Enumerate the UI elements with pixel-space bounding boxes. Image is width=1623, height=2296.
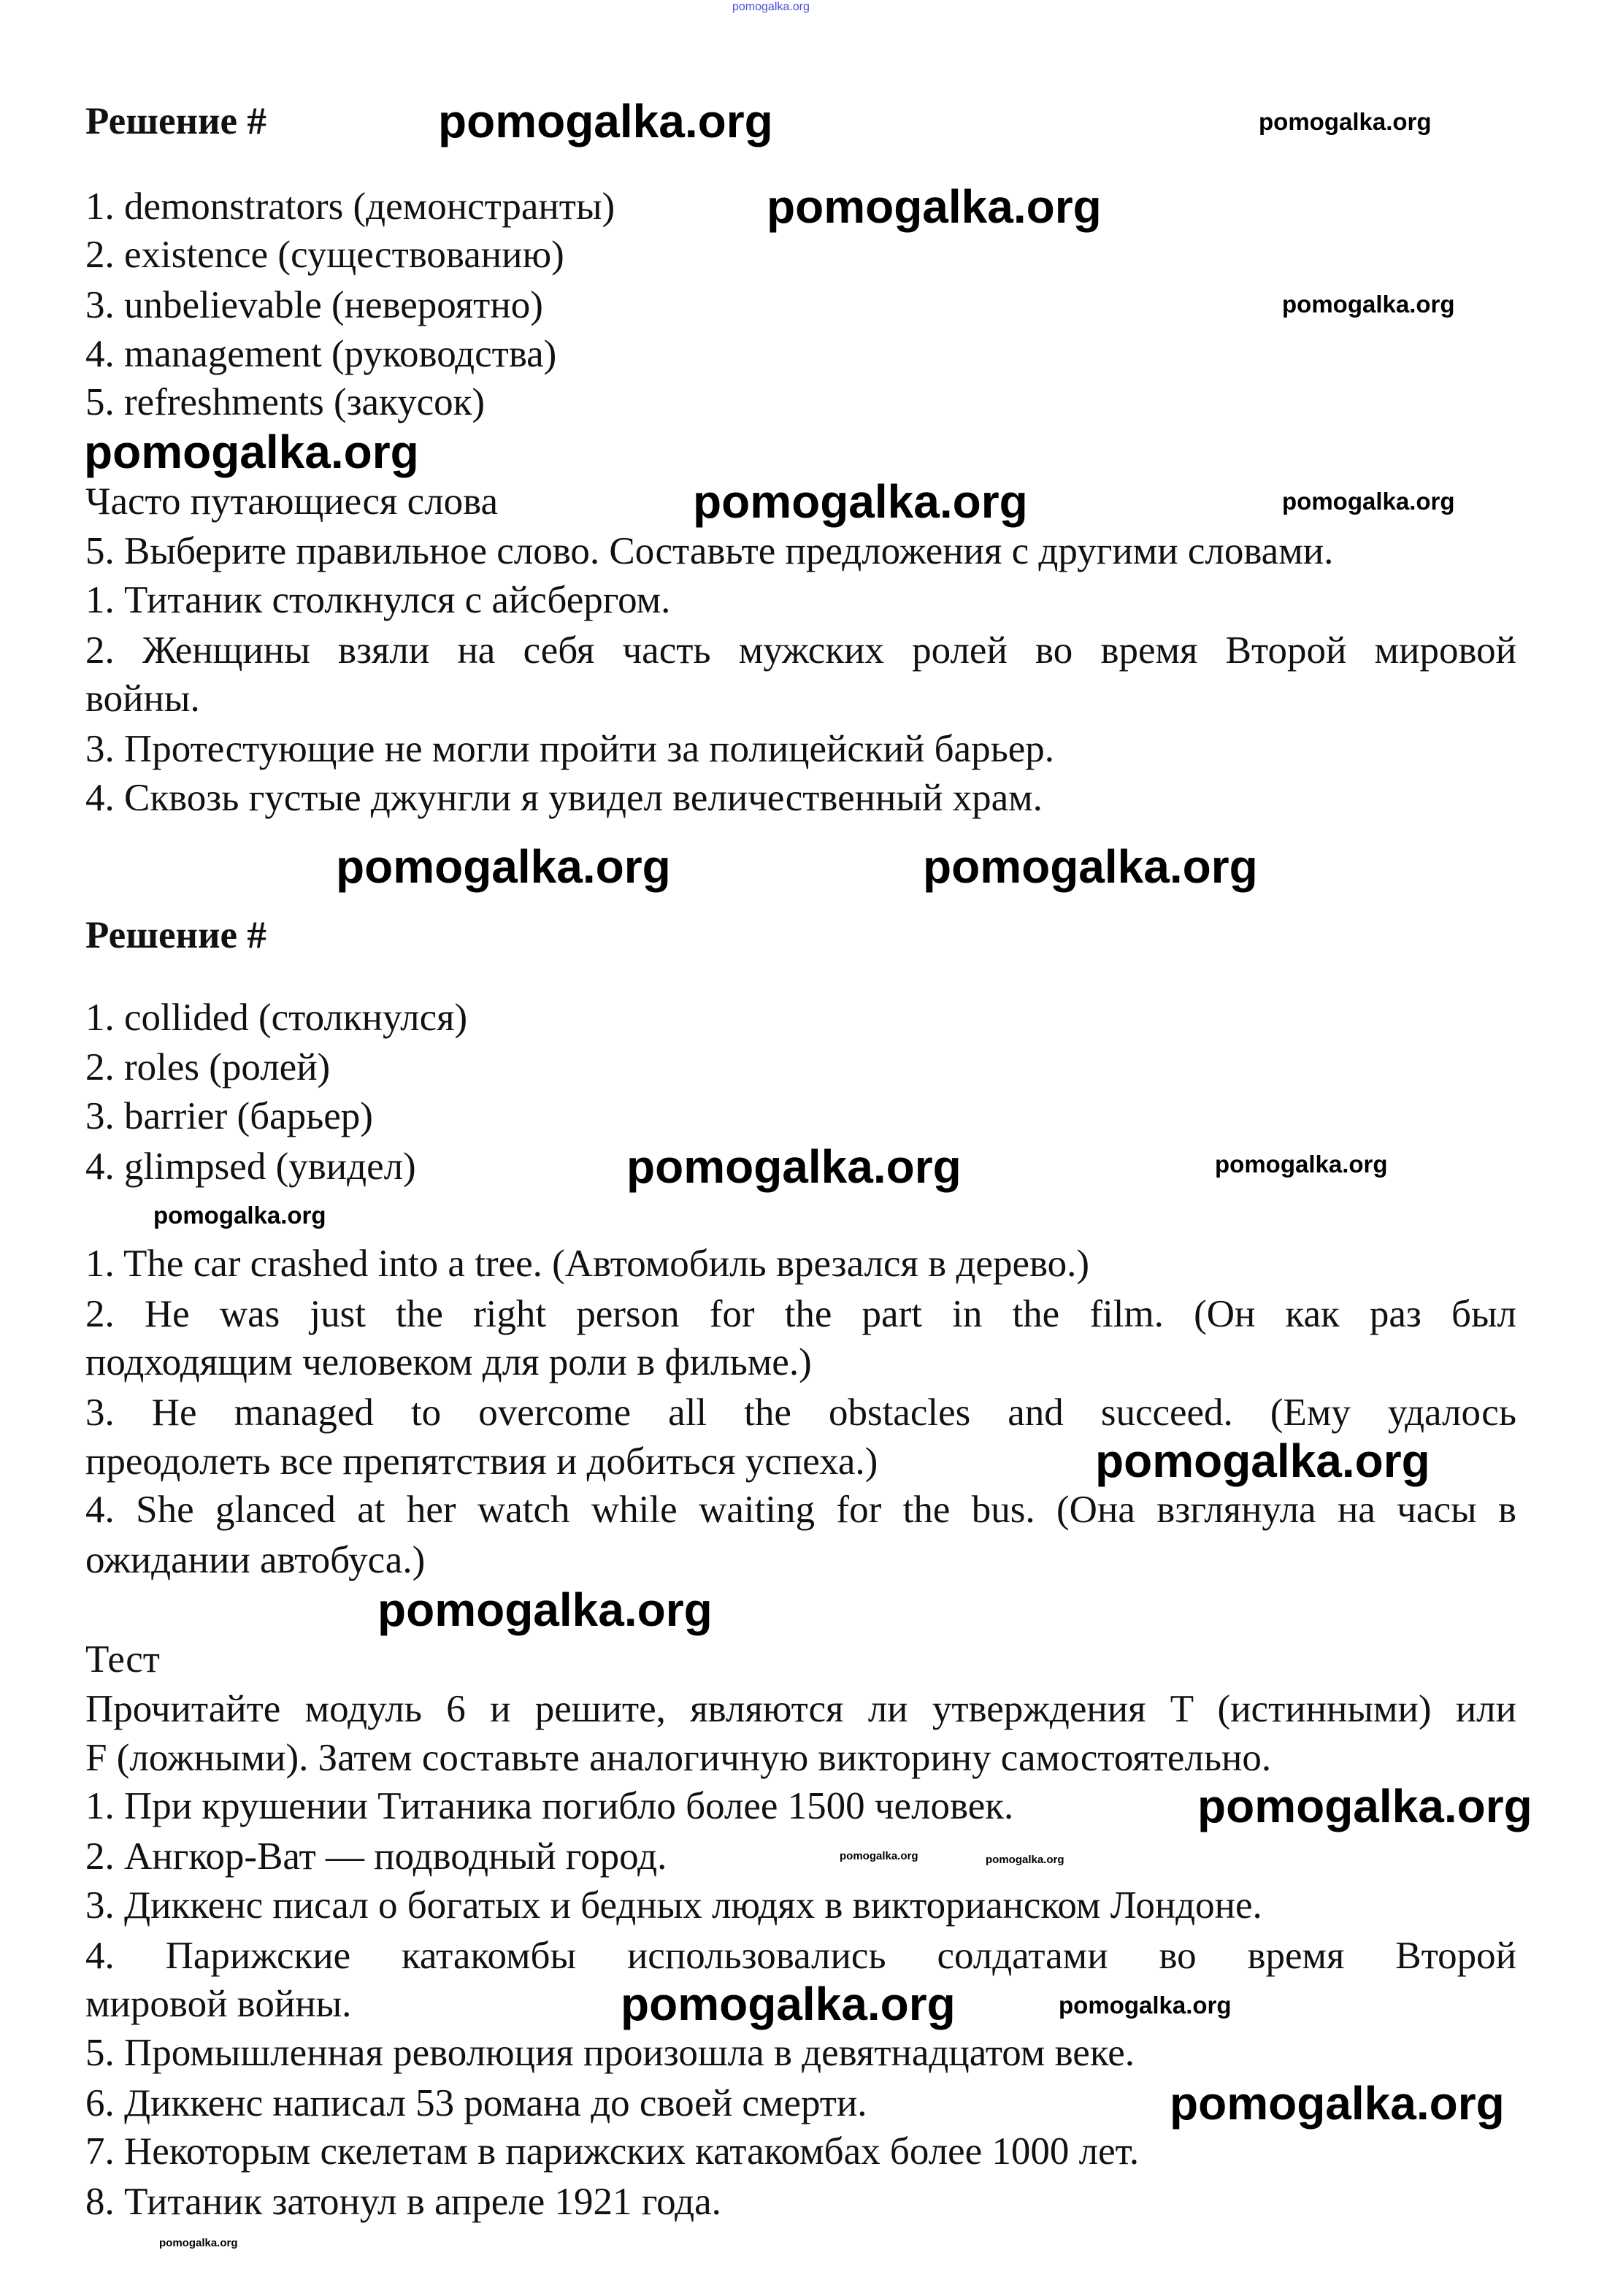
item-line: войны. (85, 677, 200, 720)
watermark: pomogalka.org (377, 1583, 713, 1636)
sentence-line: ожидании автобуса.) (85, 1539, 426, 1581)
item-line: 3. Диккенс писал о богатых и бедных людях в викторианском Лондоне. (85, 1884, 1262, 1927)
watermark: pomogalka.org (1282, 291, 1455, 318)
watermark: pomogalka.org (438, 95, 773, 147)
task-line: 5. Выберите правильное слово. Составьте предложения с другими словами. (85, 530, 1334, 572)
item-line: 8. Титаник затонул в апреле 1921 года. (85, 2181, 721, 2223)
item-line: 4. Парижские катакомбы использовались солдатами во время Второй (85, 1935, 1516, 1977)
item-line: 2. Женщины взяли на себя часть мужских ролей во время Второй мировой (85, 629, 1516, 672)
section-title: Часто путающиеся слова (85, 480, 498, 523)
watermark: pomogalka.org (1170, 2077, 1505, 2130)
answer-line: 1. collided (столкнулся) (85, 997, 468, 1039)
answer-line: 1. demonstrators (демонстранты) (85, 185, 615, 228)
watermark: pomogalka.org (1282, 488, 1455, 515)
sentence-line: 4. She glanced at her watch while waiting for the bus. (Она взглянула на часы в (85, 1489, 1516, 1531)
watermark: pomogalka.org (1059, 1992, 1232, 2019)
answer-line: 4. glimpsed (увидел) (85, 1145, 416, 1188)
item-line: 2. Ангкор-Ват — подводный город. (85, 1835, 667, 1878)
item-line: 4. Сквозь густые джунгли я увидел величественный храм. (85, 777, 1043, 819)
item-line: 5. Промышленная революция произошла в девятнадцатом веке. (85, 2032, 1135, 2074)
watermark: pomogalka.org (840, 1850, 918, 1862)
watermark: pomogalka.org (621, 1978, 956, 2030)
item-line: 1. При крушении Титаника погибло более 1500 человек. (85, 1785, 1014, 1827)
watermark: pomogalka.org (693, 475, 1028, 528)
watermark: pomogalka.org (84, 426, 419, 478)
item-line: 1. Титаник столкнулся с айсбергом. (85, 579, 671, 621)
watermark: pomogalka.org (159, 2237, 238, 2249)
section-title: Тест (85, 1638, 160, 1681)
solution-heading: Решение # (85, 100, 266, 142)
sentence-line: 1. The car crashed into a tree. (Автомобиль врезался в дерево.) (85, 1243, 1090, 1285)
watermark: pomogalka.org (986, 1854, 1064, 1866)
watermark: pomogalka.org (732, 1, 810, 13)
task-line: Прочитайте модуль 6 и решите, являются ли утверждения T (истинными) или (85, 1688, 1516, 1730)
watermark: pomogalka.org (153, 1202, 326, 1229)
task-line: F (ложными). Затем составьте аналогичную викторину самостоятельно. (85, 1737, 1272, 1779)
answer-line: 2. roles (ролей) (85, 1046, 331, 1089)
answer-line: 3. unbelievable (невероятно) (85, 284, 543, 326)
answer-line: 3. barrier (барьер) (85, 1095, 373, 1137)
answer-line: 4. management (руководства) (85, 333, 557, 375)
item-line: 6. Диккенс написал 53 романа до своей смерти. (85, 2082, 867, 2124)
item-line: 3. Протестующие не могли пройти за полицейский барьер. (85, 728, 1055, 770)
sentence-line: преодолеть все препятствия и добиться успеха.) (85, 1440, 878, 1483)
solution-heading: Решение # (85, 914, 266, 956)
sentence-line: 2. He was just the right person for the part in the film. (Он как раз был (85, 1293, 1516, 1335)
sentence-line: подходящим человеком для роли в фильме.) (85, 1341, 812, 1383)
watermark: pomogalka.org (1095, 1435, 1430, 1487)
watermark: pomogalka.org (1215, 1151, 1388, 1178)
watermark: pomogalka.org (923, 840, 1258, 893)
watermark: pomogalka.org (1197, 1780, 1532, 1832)
watermark: pomogalka.org (336, 840, 671, 893)
item-line: 7. Некоторым скелетам в парижских катакомбах более 1000 лет. (85, 2130, 1140, 2173)
sentence-line: 3. He managed to overcome all the obstacles and succeed. (Ему удалось (85, 1391, 1516, 1434)
answer-line: 5. refreshments (закусок) (85, 381, 486, 423)
watermark: pomogalka.org (767, 180, 1102, 233)
answer-line: 2. existence (существованию) (85, 234, 564, 276)
watermark: pomogalka.org (1259, 108, 1432, 135)
watermark: pomogalka.org (626, 1140, 962, 1193)
item-line: мировой войны. (85, 1983, 352, 2025)
